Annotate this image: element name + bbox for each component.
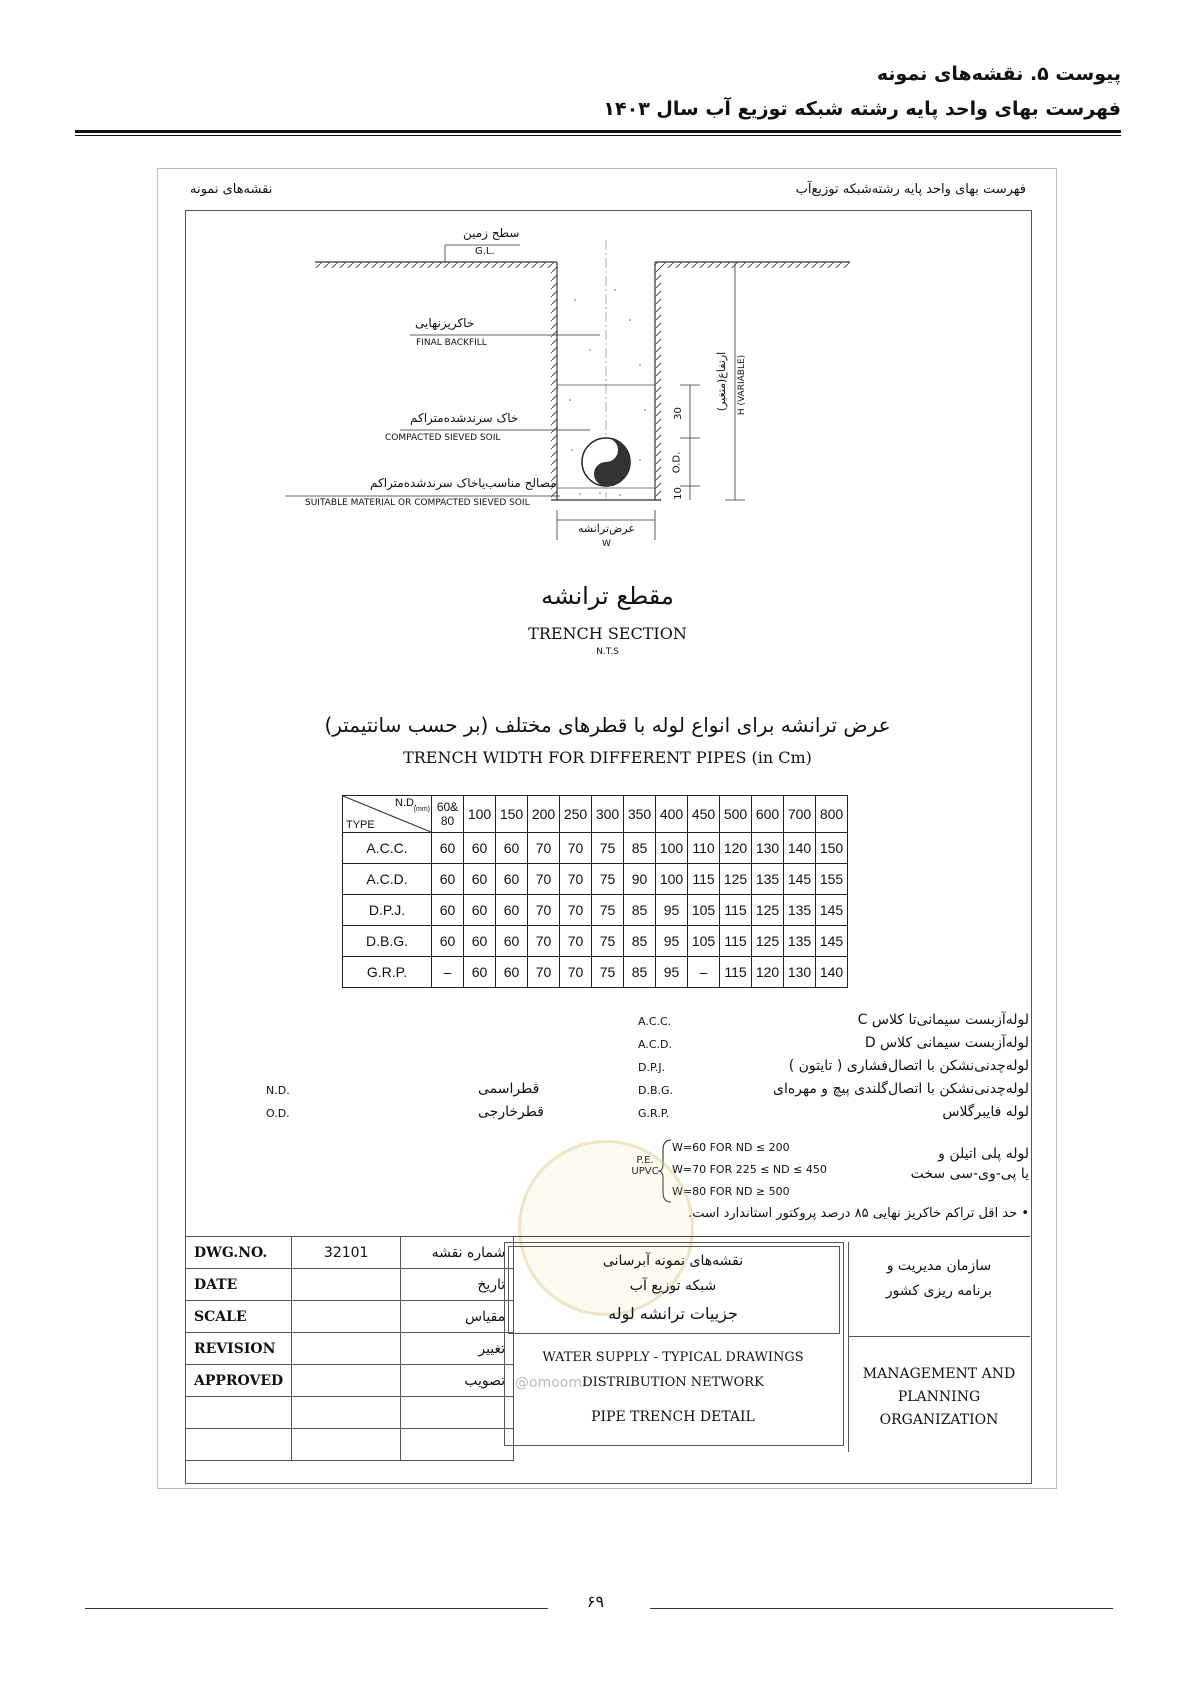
table-row	[343, 895, 848, 926]
compacted-soil-label-en: COMPACTED SIEVED SOIL	[385, 433, 501, 443]
table-cell: 70	[528, 833, 560, 864]
table-cell: 60	[464, 833, 496, 864]
legend-desc: لوله فایبرگلاس	[942, 1104, 1029, 1120]
title-block-org-divider	[848, 1336, 1030, 1337]
width-label-fa: عرض‌ترانشه	[578, 522, 635, 535]
suitable-material-label-fa: مصالح مناسب‌یاخاک سرندشده‌متراکم	[370, 476, 557, 490]
title-block-table	[185, 1236, 514, 1461]
table-cell: 115	[720, 957, 752, 988]
row-type: A.C.D.	[343, 864, 432, 895]
tb-value	[292, 1365, 401, 1397]
table-row	[343, 957, 848, 988]
table-title-en: TRENCH WIDTH FOR DIFFERENT PIPES (in Cm)	[403, 748, 812, 767]
table-cell: 135	[784, 895, 816, 926]
table-cell: 70	[528, 895, 560, 926]
table-col-header: 200	[528, 796, 560, 833]
legend-desc: لوله‌چدنی‌نشکن با اتصال‌فشاری ( تایتون )	[788, 1058, 1029, 1074]
table-col-header: 600	[752, 796, 784, 833]
sheet-label-right: فهرست بهای واحد پایه رشته‌شبکه توزیع‌آب	[795, 182, 1026, 197]
table-cell: 70	[560, 864, 592, 895]
org-fa2: برنامه ریزی کشور	[885, 1283, 993, 1299]
org-en3: ORGANIZATION	[879, 1412, 999, 1428]
table-cell: 130	[784, 957, 816, 988]
table-row	[343, 926, 848, 957]
tb-label-fa: شماره نقشه	[401, 1237, 514, 1269]
legend-code: D.B.G.	[638, 1084, 674, 1097]
title-block-row	[186, 1397, 514, 1429]
compaction-footnote: • حد اقل تراکم خاکریز نهایی ۸۵ درصد پروکتور استاندارد است.	[688, 1206, 1029, 1221]
table-col-header: 350	[624, 796, 656, 833]
section-scale: N.T.S	[596, 647, 619, 657]
tb-label-fa: تغییر	[401, 1333, 514, 1365]
abbrev-code: N.D.	[266, 1084, 290, 1097]
table-row	[343, 833, 848, 864]
title-block-row	[186, 1237, 514, 1269]
dim-od-label: O.D.	[671, 451, 683, 474]
table-cell: 75	[592, 895, 624, 926]
org-fa1: سازمان مدیریت و	[886, 1258, 992, 1274]
legend-desc: لوله‌چدنی‌نشکن با اتصال‌گلندی پیچ و مهره‌ای	[773, 1081, 1029, 1097]
table-cell: 75	[592, 864, 624, 895]
table-cell: 85	[624, 926, 656, 957]
pe-desc-line1: لوله پلی اتیلن و	[938, 1146, 1029, 1162]
table-cell: 150	[816, 833, 848, 864]
title-block-row	[186, 1269, 514, 1301]
table-cell: 145	[784, 864, 816, 895]
table-header-row	[343, 796, 848, 833]
table-cell: 70	[528, 864, 560, 895]
table-corner-cell	[343, 796, 432, 833]
table-col-header: 400	[656, 796, 688, 833]
width-label-en: W	[602, 539, 611, 549]
table-cell: –	[688, 957, 720, 988]
table-cell: 140	[816, 957, 848, 988]
table-cell: 120	[720, 833, 752, 864]
row-type: G.R.P.	[343, 957, 432, 988]
table-col-header: 100	[464, 796, 496, 833]
tb-label-en: REVISION	[186, 1333, 292, 1365]
table-cell: 60	[432, 926, 464, 957]
table-cell: 125	[752, 895, 784, 926]
trench-width-table	[342, 795, 848, 988]
table-cell: 145	[816, 926, 848, 957]
table-cell: 70	[560, 833, 592, 864]
table-cell: 70	[560, 957, 592, 988]
table-cell: 60	[464, 895, 496, 926]
table-cell: 75	[592, 833, 624, 864]
tb-label-en: DATE	[186, 1269, 292, 1301]
table-cell: 70	[560, 895, 592, 926]
abbrev-code: O.D.	[266, 1107, 290, 1120]
tb-center-en2: DISTRIBUTION NETWORK	[582, 1375, 764, 1390]
tb-label-fa: تاریخ	[401, 1269, 514, 1301]
table-cell: 85	[624, 957, 656, 988]
legend-code: A.C.C.	[638, 1015, 672, 1028]
table-cell: 155	[816, 864, 848, 895]
table-cell: 140	[784, 833, 816, 864]
table-cell: 90	[624, 864, 656, 895]
table-cell: 70	[528, 926, 560, 957]
title-block-row	[186, 1301, 514, 1333]
legend-code: D.P.J.	[638, 1061, 666, 1074]
table-col-header: 700	[784, 796, 816, 833]
table-cell: 110	[688, 833, 720, 864]
final-backfill-label-en: FINAL BACKFILL	[416, 338, 487, 348]
table-col-header: 60& 80	[432, 796, 464, 833]
table-col-header: 300	[592, 796, 624, 833]
ground-level-label-en: G.L.	[475, 246, 495, 257]
table-col-header: 250	[560, 796, 592, 833]
table-cell: 120	[752, 957, 784, 988]
table-col-header: 450	[688, 796, 720, 833]
section-title-fa: مقطع ترانشه	[541, 582, 674, 610]
table-cell: 145	[816, 895, 848, 926]
legend-code: A.C.D.	[638, 1038, 672, 1051]
table-cell: 75	[592, 957, 624, 988]
table-cell: 60	[496, 895, 528, 926]
pipe-icon	[582, 438, 630, 486]
table-cell: 115	[720, 926, 752, 957]
table-row	[343, 864, 848, 895]
height-label-fa: ارتفاع(متغیر)	[715, 351, 729, 412]
table-cell: 70	[528, 957, 560, 988]
legend-code: G.R.P.	[638, 1107, 670, 1120]
tb-center-en3: PIPE TRENCH DETAIL	[591, 1409, 755, 1425]
table-cell: 60	[432, 895, 464, 926]
tb-value: 32101	[292, 1237, 401, 1269]
table-cell: 95	[656, 926, 688, 957]
table-cell: 60	[496, 926, 528, 957]
pe-width-line: W=80 FOR ND ≥ 500	[672, 1185, 790, 1198]
abbrev-desc: قطرخارجی	[478, 1104, 544, 1120]
sheet-label-left: نقشه‌های نمونه	[190, 182, 273, 197]
title-block-row	[186, 1429, 514, 1461]
table-cell: 105	[688, 926, 720, 957]
dim-30-label: 30	[672, 407, 684, 420]
header-title: پیوست ۵. نقشه‌های نمونه	[876, 63, 1121, 85]
tb-value	[292, 1269, 401, 1301]
row-type: D.B.G.	[343, 926, 432, 957]
pe-width-line: W=60 FOR ND ≤ 200	[672, 1141, 790, 1154]
table-cell: 85	[624, 895, 656, 926]
table-cell: 95	[656, 957, 688, 988]
title-block-row	[186, 1333, 514, 1365]
table-cell: 100	[656, 833, 688, 864]
legend-desc: لوله‌آزبست سیمانی کلاس D	[864, 1035, 1029, 1051]
tb-label-fa: مقیاس	[401, 1301, 514, 1333]
table-cell: 60	[496, 833, 528, 864]
org-en2: PLANNING	[897, 1389, 981, 1405]
trench-section-drawing	[0, 0, 1191, 560]
tb-label-fa: تصویب	[401, 1365, 514, 1397]
table-col-header: 500	[720, 796, 752, 833]
corner-nd: N.D.	[395, 797, 417, 809]
table-col-header: 150	[496, 796, 528, 833]
final-backfill-label-fa: خاکریزنهایی	[415, 316, 475, 330]
suitable-material-label-en: SUITABLE MATERIAL OR COMPACTED SIEVED SOIL	[305, 498, 530, 508]
table-cell: 60	[432, 864, 464, 895]
table-cell: 125	[752, 926, 784, 957]
section-title-en: TRENCH SECTION	[528, 624, 687, 643]
page-number: ۶۹	[586, 1592, 605, 1611]
tb-label-en: DWG.NO.	[186, 1237, 292, 1269]
tb-value	[292, 1333, 401, 1365]
table-cell: 115	[688, 864, 720, 895]
table-cell: 100	[656, 864, 688, 895]
table-cell: 135	[784, 926, 816, 957]
tb-center-fa1: نقشه‌های نمونه آبرسانی	[602, 1253, 744, 1269]
table-cell: –	[432, 957, 464, 988]
legend-desc: لوله‌آزبست سیمانی‌تا کلاس C	[857, 1012, 1029, 1028]
table-col-header: 800	[816, 796, 848, 833]
table-cell: 75	[592, 926, 624, 957]
table-cell: 60	[496, 957, 528, 988]
table-cell: 60	[464, 926, 496, 957]
org-en1: MANAGEMENT AND	[862, 1366, 1016, 1382]
tb-value	[292, 1301, 401, 1333]
table-cell: 105	[688, 895, 720, 926]
corner-mm: (mm)	[413, 806, 430, 813]
table-cell: 60	[432, 833, 464, 864]
table-cell: 115	[720, 895, 752, 926]
watermark-text: @omoomi	[515, 1375, 586, 1391]
abbrev-desc: قطراسمی	[478, 1081, 540, 1097]
table-cell: 85	[624, 833, 656, 864]
header-subtitle: فهرست بهای واحد پایه رشته شبکه توزیع آب سال ۱۴۰۳	[603, 98, 1121, 120]
table-cell: 95	[656, 895, 688, 926]
compacted-soil-label-fa: خاک سرندشده‌متراکم	[410, 411, 519, 425]
tb-label-en: SCALE	[186, 1301, 292, 1333]
table-cell: 60	[464, 957, 496, 988]
pe-desc-line2: یا پی-وی-سی سخت	[910, 1166, 1029, 1182]
table-cell: 60	[496, 864, 528, 895]
table-cell: 60	[464, 864, 496, 895]
tb-center-en1: WATER SUPPLY - TYPICAL DRAWINGS	[542, 1350, 804, 1365]
table-cell: 125	[720, 864, 752, 895]
title-block-row	[186, 1365, 514, 1397]
table-cell: 135	[752, 864, 784, 895]
corner-type: TYPE	[346, 819, 375, 831]
row-type: A.C.C.	[343, 833, 432, 864]
pe-code: P.E. UPVC	[631, 1155, 659, 1177]
pe-width-line: W=70 FOR 225 ≤ ND ≤ 450	[672, 1163, 827, 1176]
tb-center-fa2: شبکه توزیع آب	[629, 1278, 717, 1294]
ground-level-label-fa: سطح زمین	[463, 226, 520, 240]
height-label-en: H (VARIABLE)	[737, 354, 748, 416]
tb-center-fa3: جزییات ترانشه لوله	[608, 1304, 738, 1323]
tb-label-en: APPROVED	[186, 1365, 292, 1397]
table-cell: 70	[560, 926, 592, 957]
dim-10-label: 10	[672, 487, 684, 500]
table-cell: 130	[752, 833, 784, 864]
row-type: D.P.J.	[343, 895, 432, 926]
table-title-fa: عرض ترانشه برای انواع لوله با قطرهای مختلف (بر حسب سانتیمتر)	[324, 713, 891, 737]
